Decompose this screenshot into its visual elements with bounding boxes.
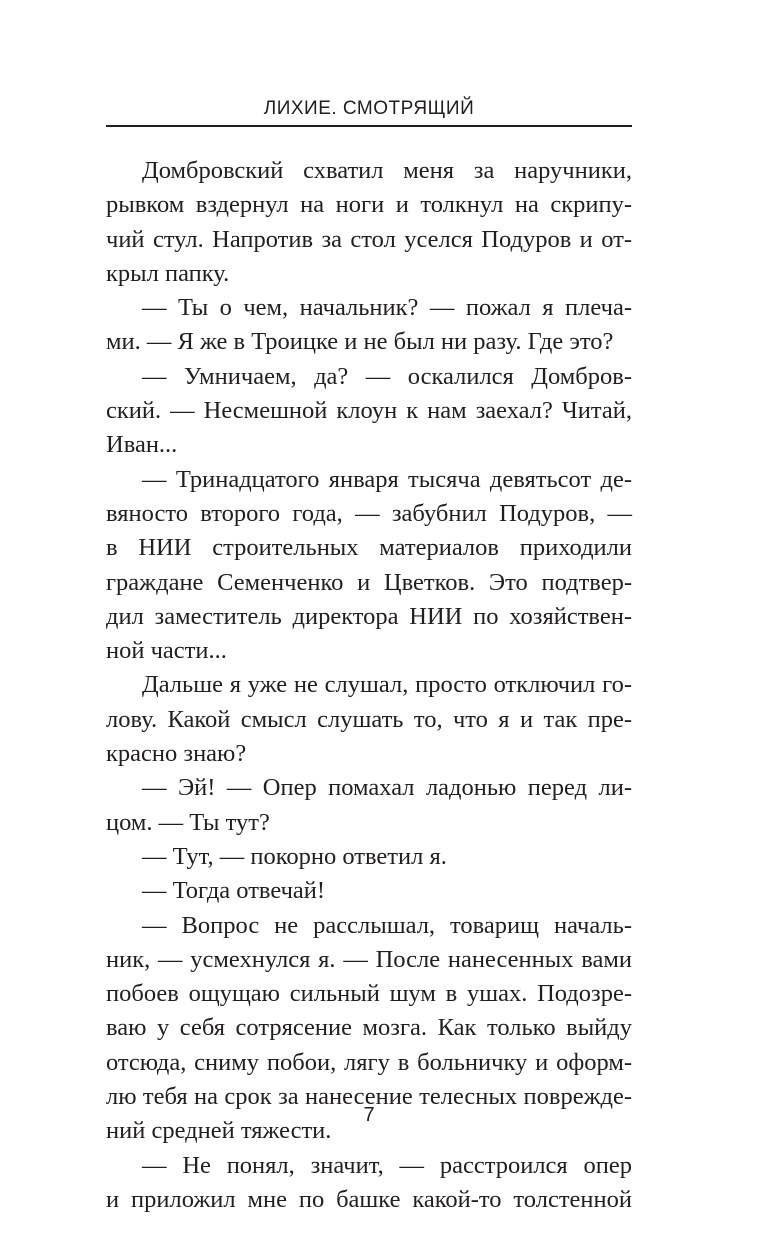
header-rule xyxy=(106,125,632,127)
body-text xyxy=(106,154,632,1217)
text-line: ваю у себя сотрясение мозга. Как только выйду xyxy=(106,1014,632,1042)
text-line: Дальше я уже не слушал, просто отключил го- xyxy=(142,671,632,699)
text-line: Домбровский схватил меня за наручники, xyxy=(142,157,632,184)
page-number: 7 xyxy=(363,1104,375,1126)
text-line: в НИИ строительных материалов приходили xyxy=(106,534,632,562)
text-line: лю тебя на срок за нанесение телесных поврежде- xyxy=(106,1083,632,1111)
text-line: красно знаю? xyxy=(106,740,247,768)
text-line: чий стул. Напротив за стол уселся Подуров и от- xyxy=(106,225,632,253)
text-line: Иван... xyxy=(106,431,178,459)
text-line: ной части... xyxy=(106,637,227,665)
text-line: — Тут, — покорно ответил я. xyxy=(142,842,447,870)
text-line: — Не понял, значит, — расстроился опер xyxy=(142,1151,632,1179)
text-line: ний средней тяжести. xyxy=(106,1117,332,1145)
text-line: вяносто второго года, — забубнил Подуров, — xyxy=(106,499,632,527)
text-line: — Ты о чем, начальник? — пожал я плеча- xyxy=(142,294,632,322)
text-line: ский. — Несмешной клоун к нам заехал? Читай, xyxy=(106,397,632,425)
text-line: отсюда, сниму побои, лягу в больничку и оформ- xyxy=(106,1048,632,1076)
text-line: побоев ощущаю сильный шум в ушах. Подозре- xyxy=(106,980,632,1008)
text-line: — Тринадцатого января тысяча девятьсот де- xyxy=(142,465,632,493)
text-line: дил заместитель директора НИИ по хозяйствен- xyxy=(106,602,632,630)
text-line: — Умничаем, да? — оскалился Домбров- xyxy=(142,362,632,390)
text-line: ник, — усмехнулся я. — После нанесенных вами xyxy=(106,945,632,973)
text-line: — Эй! — Опер помахал ладонью перед ли- xyxy=(142,774,632,802)
text-line: ми. — Я же в Троицке и не был ни разу. Где это? xyxy=(106,328,614,356)
running-title: ЛИХИЕ. СМОТРЯЩИЙ xyxy=(263,98,475,119)
text-line: и приложил мне по башке какой-то толстенной xyxy=(106,1185,632,1213)
text-line: граждане Семенченко и Цветков. Это подтвер- xyxy=(106,568,632,596)
text-line: — Вопрос не расслышал, товарищ началь- xyxy=(142,911,632,939)
text-line: — Тогда отвечай! xyxy=(142,877,326,905)
text-line: лову. Какой смысл слушать то, что я и так пре- xyxy=(106,705,632,733)
text-line: крыл папку. xyxy=(106,259,230,287)
text-line: цом. — Ты тут? xyxy=(106,808,270,836)
text-line: рывком вздернул на ноги и толкнул на скрипу- xyxy=(106,191,632,219)
